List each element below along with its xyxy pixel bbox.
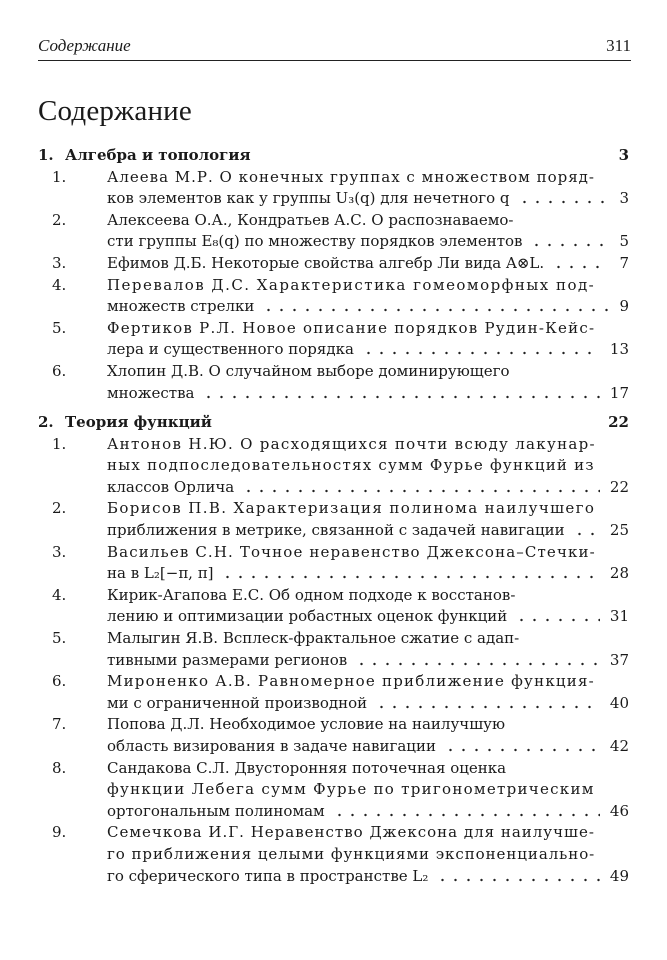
toc-entry-line — [0, 317, 667, 339]
entry-number: 2. — [52, 499, 67, 518]
entry-text: ных подпоследовательностях сумм Фурье функций из — [107, 456, 595, 475]
entry-text: лению и оптимизации робастных оценок функций — [107, 607, 508, 626]
toc-entry-line — [0, 757, 667, 779]
running-header-title: Содержание — [38, 36, 131, 55]
entry-number: 3. — [52, 542, 67, 561]
dot-leader — [362, 337, 600, 359]
toc-entry-line — [0, 605, 667, 627]
toc-entry-line — [0, 382, 667, 404]
toc-entry-line — [0, 433, 667, 455]
dot-leader — [530, 229, 609, 251]
entry-text: Алексеева О.А., Кондратьев А.С. О распознаваемо- — [107, 210, 514, 229]
toc-entry-line — [0, 778, 667, 800]
dot-leader — [436, 864, 600, 886]
toc-entry-line — [0, 360, 667, 382]
section-title: Теория функций — [65, 413, 212, 431]
entry-text: го приближения целыми функциями экспоненциально- — [107, 845, 596, 863]
dot-leader — [375, 691, 600, 713]
entry-number: 1. — [52, 434, 67, 453]
toc-entry-line — [0, 497, 667, 519]
entry-page-number: 17 — [609, 383, 629, 402]
entry-number: 8. — [52, 758, 67, 777]
section-page-number: 3 — [618, 146, 629, 164]
toc-entry-line — [0, 821, 667, 843]
entry-page-number: 3 — [619, 189, 629, 208]
dot-leader — [444, 734, 600, 756]
toc-entry-line — [0, 454, 667, 476]
entry-text: лера и существенного порядка — [107, 340, 354, 359]
entry-text: множеств стрелки — [107, 297, 255, 316]
entry-text: Хлопин Д.В. О случайном выборе доминирующего — [107, 362, 510, 380]
toc-entry-line — [0, 519, 667, 541]
entry-page-number: 5 — [619, 232, 629, 251]
entry-page-number: 9 — [619, 297, 629, 316]
dot-leader — [202, 381, 600, 403]
entry-number: 3. — [52, 254, 67, 272]
entry-page-number: 7 — [619, 254, 629, 272]
toc-entry-line — [0, 562, 667, 584]
entry-text: Кирик-Агапова Е.С. Об одном подходе к восстанов- — [107, 585, 516, 604]
toc-entry-line — [0, 230, 667, 252]
entry-page-number: 46 — [609, 801, 629, 820]
section-number: 1. — [38, 146, 54, 164]
entry-page-number: 40 — [609, 693, 629, 712]
dot-leader — [221, 561, 600, 583]
entry-text: Васильев С.Н. Точное неравенство Джексона–Стечки- — [107, 542, 596, 561]
entry-text: приближения в метрике, связанной с задачей навигации — [107, 521, 565, 539]
entry-page-number: 31 — [609, 607, 629, 626]
entry-text: го сферического типа в пространстве L₂ — [107, 866, 429, 885]
section-page-number: 22 — [608, 413, 629, 431]
toc-entry-line — [0, 735, 667, 757]
running-header-page-number: 311 — [606, 36, 631, 55]
dot-leader — [573, 518, 600, 540]
entry-text: Фертиков Р.Л. Новое описание порядков Рудин-Кейс- — [107, 318, 596, 337]
entry-page-number: 13 — [609, 340, 629, 359]
entry-page-number: 22 — [609, 477, 629, 496]
toc-entry-line — [0, 274, 667, 296]
entry-number: 5. — [52, 629, 67, 647]
entry-number: 4. — [52, 275, 67, 294]
toc-entry-line — [0, 187, 667, 209]
toc-entry-line — [0, 338, 667, 360]
toc-entry-line — [0, 252, 667, 274]
entry-text: Ефимов Д.Б. Некоторые свойства алгебр Ли вида A⊗L. — [107, 254, 545, 272]
entry-page-number: 25 — [609, 521, 629, 539]
entry-text: область визирования в задаче навигации — [107, 737, 436, 755]
entry-page-number: 28 — [609, 564, 629, 583]
entry-number: 5. — [52, 318, 67, 337]
dot-leader — [515, 604, 600, 626]
toc-entry-line — [0, 692, 667, 714]
entry-page-number: 49 — [609, 866, 629, 885]
entry-text: тивными размерами регионов — [107, 650, 348, 669]
entry-text: классов Орлича — [107, 477, 235, 496]
entry-number: 6. — [52, 362, 67, 380]
toc-entry-line — [0, 295, 667, 317]
entry-number: 6. — [52, 672, 67, 691]
toc-section-heading[interactable] — [0, 411, 667, 433]
toc-entry-line — [0, 209, 667, 231]
toc-entry-line — [0, 476, 667, 498]
entry-number: 7. — [52, 715, 67, 734]
entry-text: Попова Д.Л. Необходимое условие на наилучшую — [107, 715, 506, 734]
entry-text: на в L₂[−π, π] — [107, 564, 214, 583]
entry-text: Антонов Н.Ю. О расходящихся почти всюду лакунар- — [107, 434, 596, 453]
toc-entry-line — [0, 713, 667, 735]
entry-number: 1. — [52, 167, 67, 186]
running-header — [38, 34, 631, 61]
entry-text: функции Лебега сумм Фурье по тригонометрическим — [107, 780, 595, 799]
entry-text: ков элементов как у группы U₃(q) для нечетного q — [107, 189, 510, 208]
entry-text: Перевалов Д.С. Характеристика гомеоморфных под- — [107, 275, 596, 294]
entry-text: Мироненко А.В. Равномерное приближение функция- — [107, 672, 595, 691]
toc-entry-line — [0, 541, 667, 563]
toc-entry-line — [0, 649, 667, 671]
entry-page-number: 37 — [609, 650, 629, 669]
entry-number: 9. — [52, 823, 67, 842]
toc-entry-line — [0, 627, 667, 649]
dot-leader — [518, 186, 609, 208]
section-title: Алгебра и топология — [65, 146, 251, 164]
toc-section-heading[interactable] — [0, 144, 667, 166]
toc-entry-line — [0, 800, 667, 822]
entry-text: Сандакова С.Л. Двусторонняя поточечная оценка — [107, 758, 507, 777]
entry-text: Борисов П.В. Характеризация полинома наилучшего — [107, 499, 596, 518]
entry-number: 4. — [52, 585, 67, 604]
toc-entry-line — [0, 843, 667, 865]
dot-leader — [552, 251, 609, 273]
entry-page-number: 42 — [609, 737, 629, 755]
toc-entry-line — [0, 670, 667, 692]
dot-leader — [242, 475, 600, 497]
toc-entry-line — [0, 865, 667, 887]
entry-text: ортогональным полиномам — [107, 801, 325, 820]
toc-title: Содержание — [38, 95, 192, 127]
entry-text: ми с ограниченной производной — [107, 693, 368, 712]
toc-entry-line — [0, 584, 667, 606]
entry-text: сти группы E₈(q) по множеству порядков элементов — [107, 232, 523, 251]
toc-entry-line — [0, 166, 667, 188]
entry-text: Малыгин Я.В. Всплеск-фрактальное сжатие с адап- — [107, 629, 520, 647]
entry-number: 2. — [52, 210, 67, 229]
entry-text: Семечкова И.Г. Неравенство Джексона для наилучше- — [107, 823, 595, 842]
section-number: 2. — [38, 413, 54, 431]
entry-text: Алеева М.Р. О конечных группах с множеством поряд- — [107, 167, 595, 186]
dot-leader — [262, 294, 609, 316]
dot-leader — [355, 648, 600, 670]
dot-leader — [333, 799, 600, 821]
entry-text: множества — [107, 383, 195, 402]
